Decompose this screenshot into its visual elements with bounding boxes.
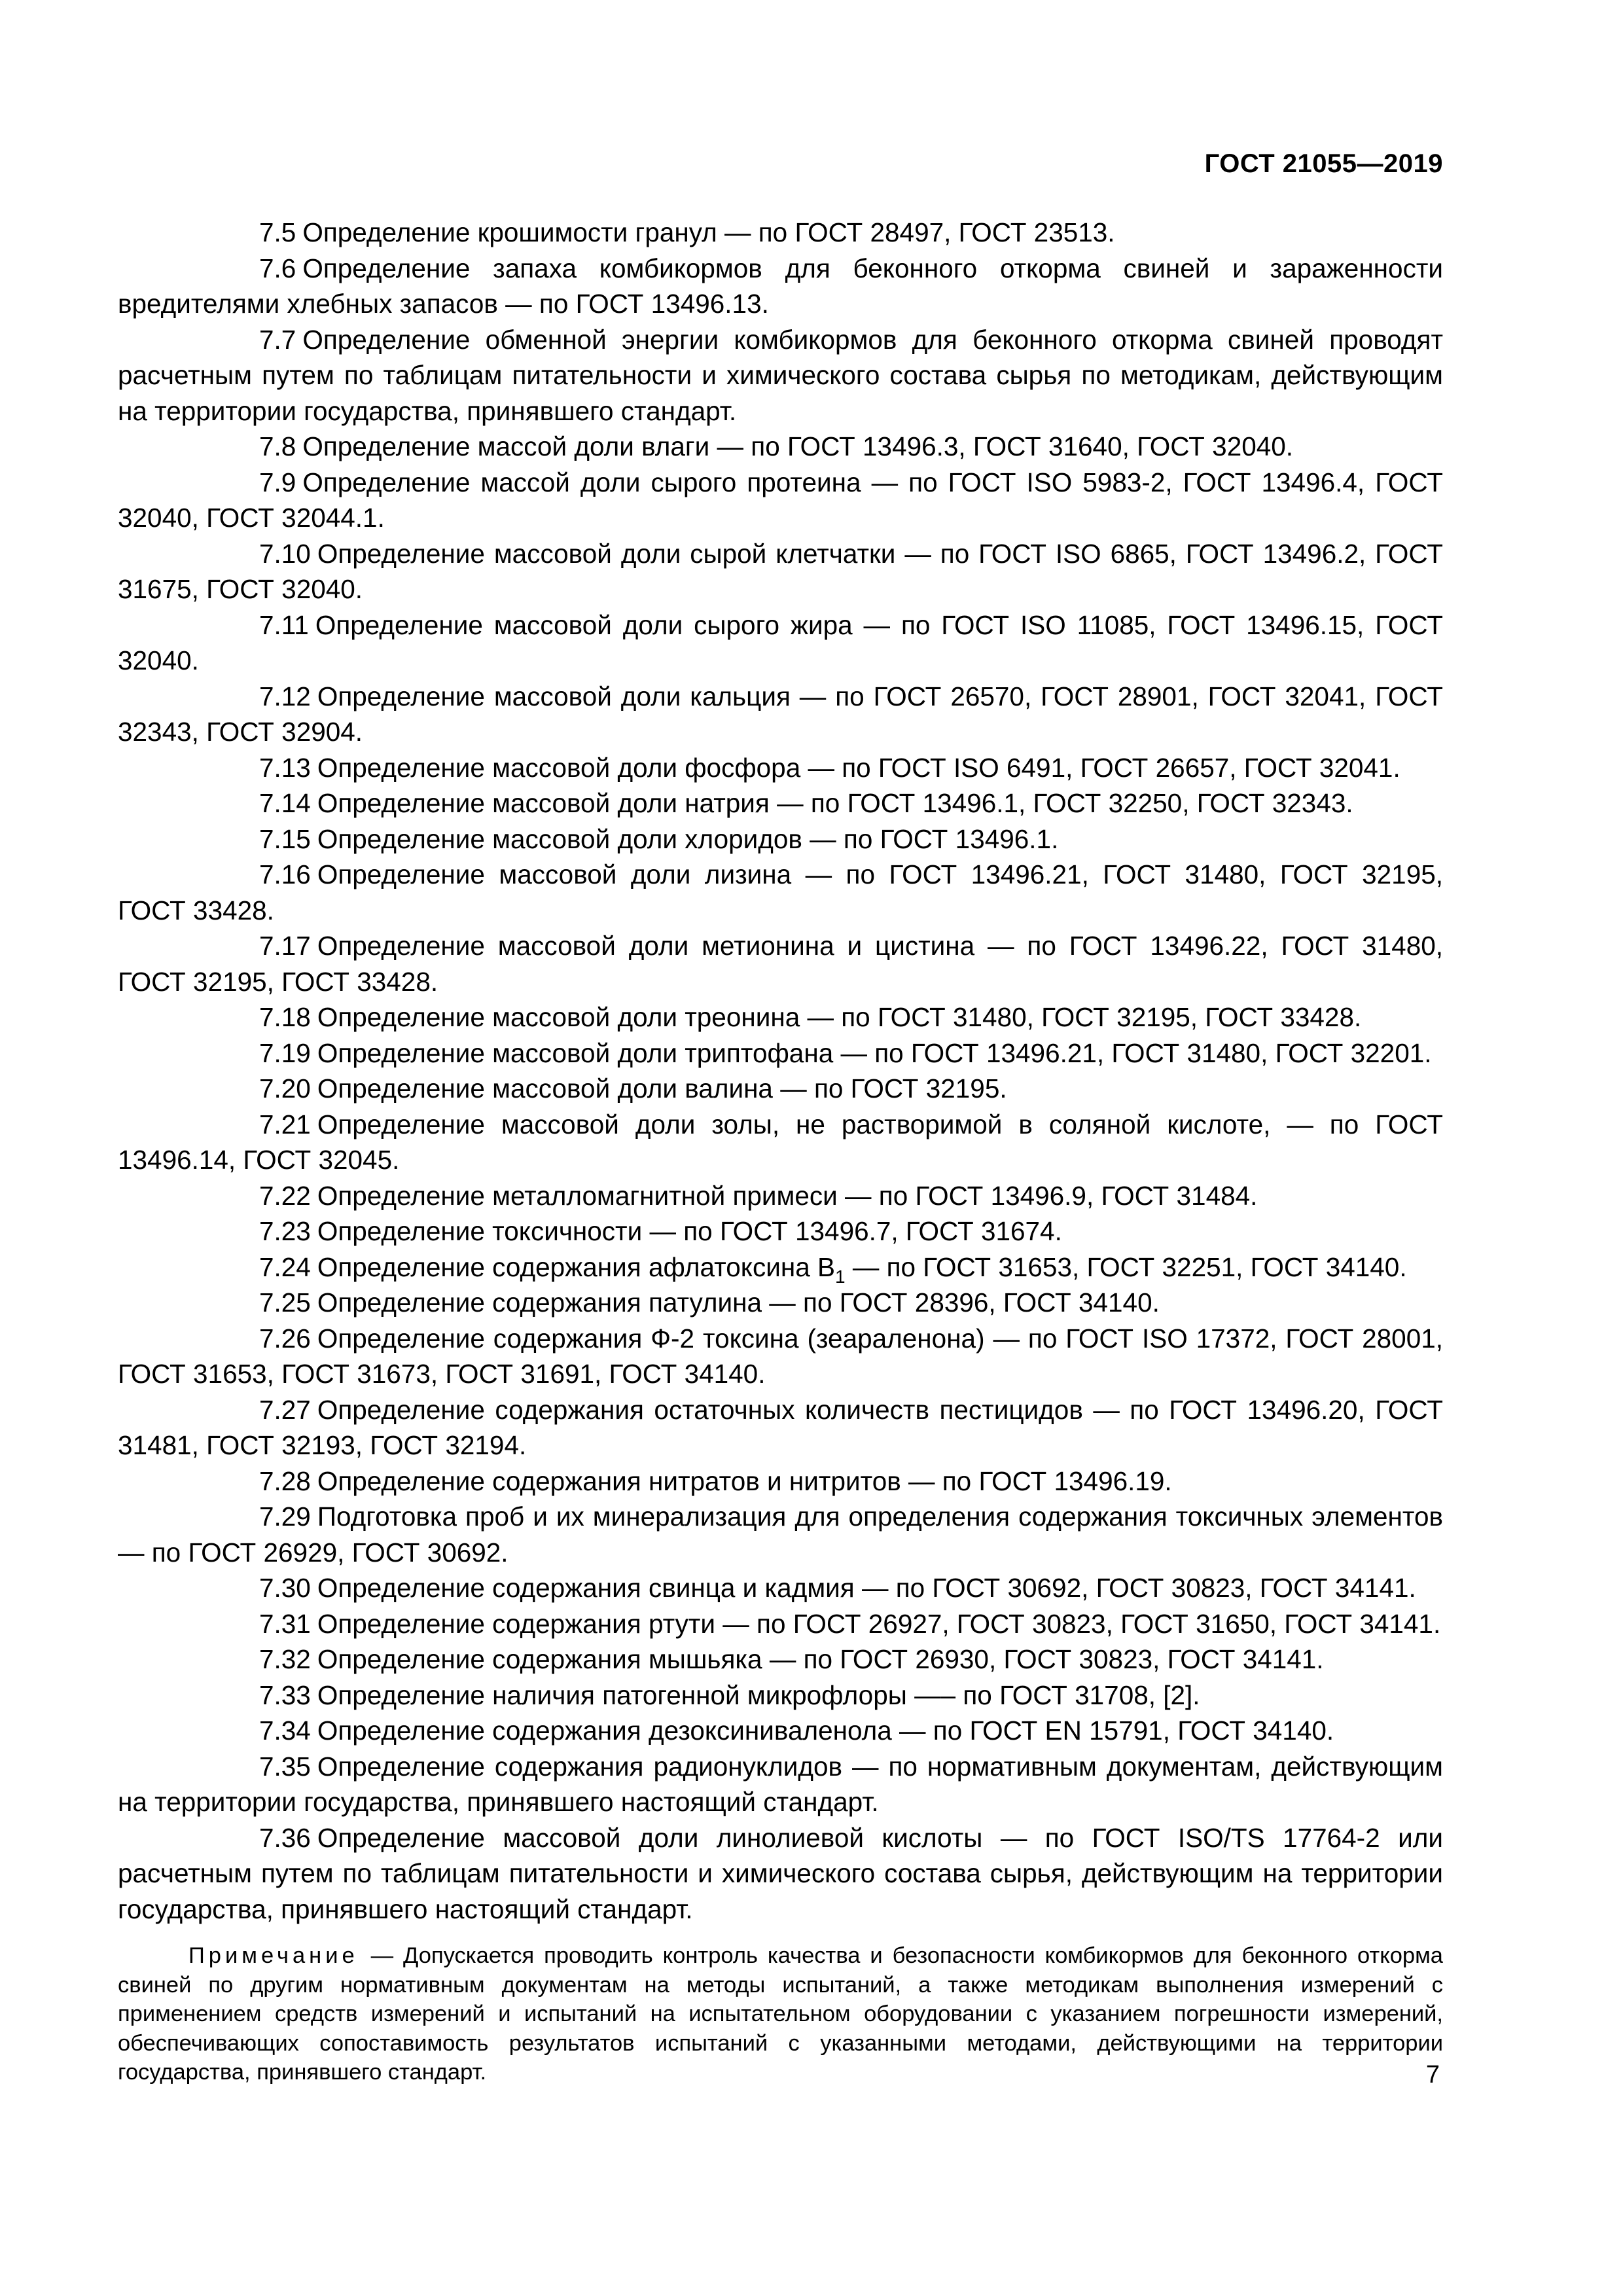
section-7-26 (118, 1321, 1443, 1392)
section-7-20 (118, 1071, 1443, 1107)
section-7-35 (118, 1749, 1443, 1820)
section-7-9 (118, 465, 1443, 536)
clause-text: Определение массовой доли валина — по ГОСТ 32195. (317, 1073, 1007, 1103)
clause-text: Определение массовой доли натрия — по ГОСТ 13496.1, ГОСТ 32250, ГОСТ 32343. (317, 788, 1353, 818)
note-paragraph (118, 1941, 1443, 2087)
clause-number: 7.22 (259, 1180, 311, 1211)
clause-text: Подготовка проб и их минерализация для определения содержания токсичных элементов — по ГОСТ 26929, ГОСТ 30692. (118, 1501, 1443, 1568)
clause-number: 7.18 (259, 1002, 311, 1032)
clause-text: Определение содержания радионуклидов — по нормативным документам, действующим на территории государства, принявшего настоящий стандарт. (118, 1751, 1443, 1817)
section-7-29 (118, 1499, 1443, 1570)
clause-text-tail: — по ГОСТ 31653, ГОСТ 32251, ГОСТ 34140. (845, 1251, 1407, 1282)
clause-number: 7.33 (259, 1679, 311, 1710)
clause-text: Определение массовой доли кальция — по ГОСТ 26570, ГОСТ 28901, ГОСТ 32041, ГОСТ 32343, ГОСТ 32904. (118, 681, 1443, 747)
note-label: Примечание (188, 1943, 359, 1968)
section-7-25 (118, 1285, 1443, 1321)
clause-number: 7.35 (259, 1751, 311, 1782)
clause-number: 7.16 (259, 859, 311, 889)
clause-number: 7.34 (259, 1715, 311, 1746)
section-7-6 (118, 251, 1443, 322)
section-7-15 (118, 821, 1443, 857)
section-7-27 (118, 1392, 1443, 1463)
clause-number: 7.8 (259, 431, 296, 461)
clause-text: Определение крошимости гранул — по ГОСТ 28497, ГОСТ 23513. (302, 217, 1115, 247)
clause-text: Определение массовой доли золы, не растворимой в соляной кислоте, — по ГОСТ 13496.14, ГОСТ 32045. (118, 1109, 1443, 1175)
clause-number: 7.29 (259, 1501, 311, 1532)
clause-text: Определение массовой доли сырой клетчатки — по ГОСТ ISO 6865, ГОСТ 13496.2, ГОСТ 31675, ГОСТ 32040. (118, 538, 1443, 604)
section-7-33 (118, 1677, 1443, 1713)
clause-number: 7.31 (259, 1608, 311, 1639)
section-7-10 (118, 536, 1443, 607)
clause-text: Определение массовой доли триптофана — по ГОСТ 13496.21, ГОСТ 31480, ГОСТ 32201. (317, 1037, 1432, 1068)
section-7-36 (118, 1820, 1443, 1928)
section-7-30 (118, 1570, 1443, 1606)
section-7-5 (118, 215, 1443, 251)
section-7-16 (118, 857, 1443, 928)
clause-text: Определение содержания нитратов и нитритов — по ГОСТ 13496.19. (317, 1465, 1172, 1496)
section-7-34 (118, 1713, 1443, 1749)
section-7-32 (118, 1641, 1443, 1677)
clause-text: Определение содержания дезоксиниваленола — по ГОСТ EN 15791, ГОСТ 34140. (317, 1715, 1334, 1746)
section-7-8 (118, 429, 1443, 465)
clause-number: 7.12 (259, 681, 311, 711)
clause-number: 7.32 (259, 1644, 311, 1674)
clause-text: Определение токсичности — по ГОСТ 13496.7, ГОСТ 31674. (317, 1216, 1062, 1246)
clause-number: 7.30 (259, 1573, 311, 1603)
clause-number: 7.23 (259, 1216, 311, 1246)
section-7-7 (118, 322, 1443, 429)
clause-number: 7.13 (259, 752, 311, 783)
clause-text: Определение содержания ртути — по ГОСТ 26927, ГОСТ 30823, ГОСТ 31650, ГОСТ 34141. (317, 1608, 1441, 1639)
clause-number: 7.14 (259, 788, 311, 818)
document-body (118, 215, 1443, 2087)
clause-number: 7.9 (259, 467, 296, 497)
section-7-12 (118, 679, 1443, 750)
section-7-19 (118, 1035, 1443, 1071)
clause-number: 7.15 (259, 823, 311, 854)
clause-text: Определение запаха комбикормов для беконного откорма свиней и зараженности вредителями хлебных запасов — по ГОСТ 13496.13. (118, 253, 1443, 319)
clause-number: 7.36 (259, 1822, 311, 1853)
clause-number: 7.7 (259, 324, 296, 355)
clause-text: Определение массовой доли фосфора — по ГОСТ ISO 6491, ГОСТ 26657, ГОСТ 32041. (317, 752, 1400, 783)
clause-text: Определение содержания патулина — по ГОСТ 28396, ГОСТ 34140. (317, 1287, 1160, 1318)
note-text: — Допускается проводить контроль качества и безопасности комбикормов для беконного откорма свиней по другим нормативным документам на методы испытаний, а также методикам выполнения измерений с применением средств измерений и испытаний на испытательном оборудовании с указанием погрешности измерений, обеспечивающих сопоставимость результатов испытаний с указанными методами, действующими на территории государства, принявшего стандарт. (118, 1943, 1443, 2085)
clause-text: Определение обменной энергии комбикормов для беконного откорма свиней проводят расчетным путем по таблицам питательности и химического состава сырья по методикам, действующим на территории государства, принявшего стандарт. (118, 324, 1443, 426)
clause-number: 7.26 (259, 1323, 311, 1354)
page-number: 7 (1425, 2061, 1440, 2089)
section-7-22 (118, 1178, 1443, 1214)
subscript-index: 1 (835, 1266, 846, 1287)
clause-text: Определение содержания Ф-2 токсина (зеараленона) — по ГОСТ ISO 17372, ГОСТ 28001, ГОСТ 31653, ГОСТ 31673, ГОСТ 31691, ГОСТ 34140. (118, 1323, 1443, 1389)
clause-text: Определение содержания остаточных количеств пестицидов — по ГОСТ 13496.20, ГОСТ 31481, ГОСТ 32193, ГОСТ 32194. (118, 1394, 1443, 1460)
section-7-14 (118, 785, 1443, 821)
clause-number: 7.25 (259, 1287, 311, 1318)
clause-number: 7.5 (259, 217, 296, 247)
clause-text: Определение массовой доли метионина и цистина — по ГОСТ 13496.22, ГОСТ 31480, ГОСТ 32195, ГОСТ 33428. (118, 931, 1443, 997)
section-7-18 (118, 999, 1443, 1035)
clause-number: 7.17 (259, 931, 311, 961)
clause-text: Определение содержания мышьяка — по ГОСТ 26930, ГОСТ 30823, ГОСТ 34141. (317, 1644, 1324, 1674)
clause-text: Определение металломагнитной примеси — по ГОСТ 13496.9, ГОСТ 31484. (317, 1180, 1258, 1211)
clause-text: Определение содержания свинца и кадмия — по ГОСТ 30692, ГОСТ 30823, ГОСТ 34141. (317, 1573, 1416, 1603)
clause-text: Определение массовой доли лизина — по ГОСТ 13496.21, ГОСТ 31480, ГОСТ 32195, ГОСТ 33428. (118, 859, 1443, 925)
section-7-23 (118, 1213, 1443, 1249)
section-7-24 (118, 1249, 1443, 1285)
clause-text: Определение массовой доли треонина — по ГОСТ 31480, ГОСТ 32195, ГОСТ 33428. (317, 1002, 1362, 1032)
document-code-header: ГОСТ 21055—2019 (1204, 149, 1443, 178)
clause-text: Определение массовой доли линолиевой кислоты — по ГОСТ ISO/TS 17764-2 или расчетным путем по таблицам питательности и химического состава сырья, действующим на территории государства, принявшего настоящий стандарт. (118, 1822, 1443, 1924)
clause-text: Определение массовой доли сырого жира — по ГОСТ ISO 11085, ГОСТ 13496.15, ГОСТ 32040. (118, 609, 1443, 675)
clause-text: Определение массой доли сырого протеина — по ГОСТ ISO 5983-2, ГОСТ 13496.4, ГОСТ 32040, ГОСТ 32044.1. (118, 467, 1443, 533)
clause-number: 7.11 (259, 609, 309, 640)
clause-number: 7.24 (259, 1251, 311, 1282)
section-7-17 (118, 928, 1443, 999)
clause-number: 7.21 (259, 1109, 311, 1139)
clause-text: Определение массой доли влаги — по ГОСТ 13496.3, ГОСТ 31640, ГОСТ 32040. (302, 431, 1294, 461)
section-7-31 (118, 1606, 1443, 1642)
section-7-11 (118, 607, 1443, 679)
clause-text: Определение содержания афлатоксина В (317, 1251, 836, 1282)
clause-number: 7.6 (259, 253, 296, 283)
clause-number: 7.10 (259, 538, 311, 569)
section-7-28 (118, 1463, 1443, 1499)
clause-number: 7.28 (259, 1465, 311, 1496)
section-7-13 (118, 750, 1443, 786)
clause-text: Определение массовой доли хлоридов — по ГОСТ 13496.1. (317, 823, 1059, 854)
clause-number: 7.20 (259, 1073, 311, 1103)
section-7-21 (118, 1107, 1443, 1178)
clause-number: 7.19 (259, 1037, 311, 1068)
clause-text: Определение наличия патогенной микрофлоры —– по ГОСТ 31708, [2]. (317, 1679, 1200, 1710)
clause-number: 7.27 (259, 1394, 311, 1425)
